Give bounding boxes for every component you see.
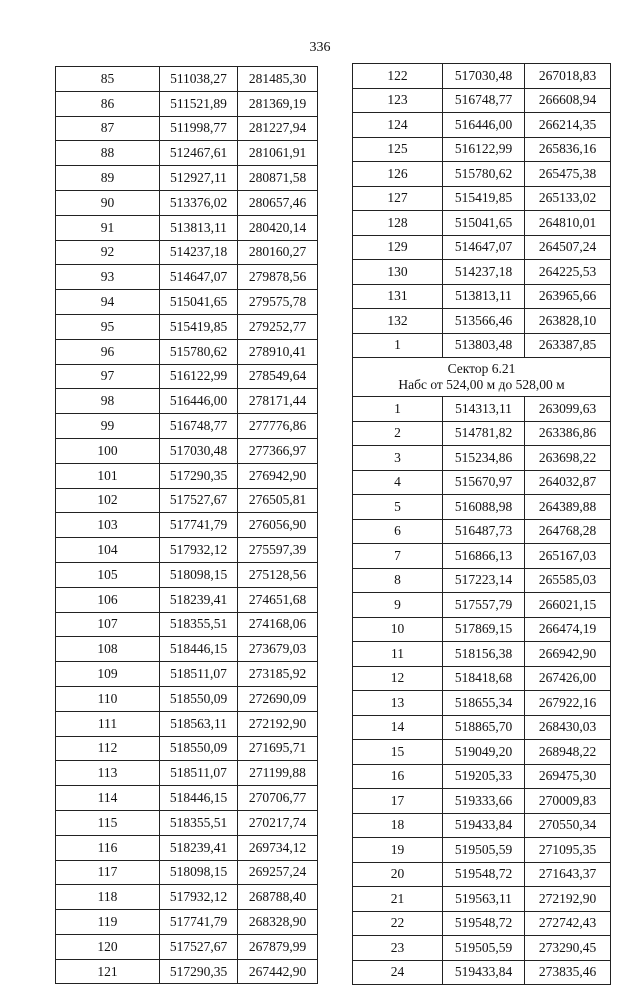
point-number-cell: 115: [56, 810, 160, 835]
x-coordinate-cell: 516122,99: [443, 137, 525, 162]
table-row: [56, 562, 318, 587]
table-row: [56, 786, 318, 811]
table-row: [56, 364, 318, 389]
table-row: [56, 934, 318, 959]
y-coordinate-cell: 281369,19: [238, 91, 318, 116]
table-row: [353, 470, 611, 495]
y-coordinate-cell: 280160,27: [238, 240, 318, 265]
coordinates-table-right: [352, 63, 611, 985]
x-coordinate-cell: 517290,35: [160, 463, 238, 488]
y-coordinate-cell: 271695,71: [238, 736, 318, 761]
point-number-cell: 5: [353, 495, 443, 520]
point-number-cell: 129: [353, 235, 443, 260]
point-number-cell: 89: [56, 166, 160, 191]
y-coordinate-cell: 280657,46: [238, 190, 318, 215]
point-number-cell: 6: [353, 519, 443, 544]
y-coordinate-cell: 273679,03: [238, 637, 318, 662]
table-row: [353, 211, 611, 236]
point-number-cell: 127: [353, 186, 443, 211]
point-number-cell: 12: [353, 666, 443, 691]
table-row: [353, 887, 611, 912]
table-row: [353, 740, 611, 765]
point-number-cell: 109: [56, 662, 160, 687]
y-coordinate-cell: 268328,90: [238, 910, 318, 935]
x-coordinate-cell: 516866,13: [443, 544, 525, 569]
y-coordinate-cell: 281061,91: [238, 141, 318, 166]
table-row: [56, 339, 318, 364]
x-coordinate-cell: 511998,77: [160, 116, 238, 141]
table-row: [353, 642, 611, 667]
y-coordinate-cell: 267922,16: [525, 691, 611, 716]
point-number-cell: 13: [353, 691, 443, 716]
x-coordinate-cell: 516446,00: [160, 389, 238, 414]
y-coordinate-cell: 279252,77: [238, 314, 318, 339]
table-row: [353, 813, 611, 838]
table-row: [353, 666, 611, 691]
y-coordinate-cell: 269475,30: [525, 764, 611, 789]
x-coordinate-cell: 518239,41: [160, 835, 238, 860]
table-row: [353, 911, 611, 936]
y-coordinate-cell: 278910,41: [238, 339, 318, 364]
table-row: [353, 544, 611, 569]
point-number-cell: 120: [56, 934, 160, 959]
point-number-cell: 123: [353, 88, 443, 113]
y-coordinate-cell: 269257,24: [238, 860, 318, 885]
y-coordinate-cell: 263387,85: [525, 333, 611, 358]
table-row: [353, 789, 611, 814]
point-number-cell: 102: [56, 488, 160, 513]
y-coordinate-cell: 265585,03: [525, 568, 611, 593]
y-coordinate-cell: 281227,94: [238, 116, 318, 141]
point-number-cell: 108: [56, 637, 160, 662]
point-number-cell: 88: [56, 141, 160, 166]
point-number-cell: 130: [353, 260, 443, 285]
point-number-cell: 117: [56, 860, 160, 885]
y-coordinate-cell: 268788,40: [238, 885, 318, 910]
point-number-cell: 4: [353, 470, 443, 495]
y-coordinate-cell: 264032,87: [525, 470, 611, 495]
x-coordinate-cell: 518865,70: [443, 715, 525, 740]
x-coordinate-cell: 518511,07: [160, 662, 238, 687]
y-coordinate-cell: 267879,99: [238, 934, 318, 959]
table-row: [56, 835, 318, 860]
point-number-cell: 15: [353, 740, 443, 765]
table-row: [56, 314, 318, 339]
x-coordinate-cell: 518098,15: [160, 860, 238, 885]
table-row: [353, 88, 611, 113]
y-coordinate-cell: 271199,88: [238, 761, 318, 786]
x-coordinate-cell: 518511,07: [160, 761, 238, 786]
y-coordinate-cell: 263698,22: [525, 446, 611, 471]
point-number-cell: 100: [56, 438, 160, 463]
table-row: [56, 612, 318, 637]
x-coordinate-cell: 516088,98: [443, 495, 525, 520]
y-coordinate-cell: 265133,02: [525, 186, 611, 211]
x-coordinate-cell: 519049,20: [443, 740, 525, 765]
x-coordinate-cell: 519563,11: [443, 887, 525, 912]
point-number-cell: 20: [353, 862, 443, 887]
y-coordinate-cell: 268948,22: [525, 740, 611, 765]
point-number-cell: 121: [56, 959, 160, 984]
table-row: [353, 64, 611, 89]
point-number-cell: 1: [353, 397, 443, 422]
y-coordinate-cell: 267018,83: [525, 64, 611, 89]
x-coordinate-cell: 517741,79: [160, 910, 238, 935]
table-row: [353, 284, 611, 309]
y-coordinate-cell: 279878,56: [238, 265, 318, 290]
sector-title: Сектор 6.21: [447, 361, 516, 376]
x-coordinate-cell: 516748,77: [160, 414, 238, 439]
x-coordinate-cell: 519333,66: [443, 789, 525, 814]
x-coordinate-cell: 511521,89: [160, 91, 238, 116]
x-coordinate-cell: 518550,09: [160, 736, 238, 761]
x-coordinate-cell: 518239,41: [160, 587, 238, 612]
point-number-cell: 16: [353, 764, 443, 789]
x-coordinate-cell: 511038,27: [160, 67, 238, 92]
x-coordinate-cell: 515780,62: [160, 339, 238, 364]
x-coordinate-cell: 519205,33: [443, 764, 525, 789]
point-number-cell: 119: [56, 910, 160, 935]
table-row: [56, 736, 318, 761]
table-row: [56, 240, 318, 265]
table-row: [56, 860, 318, 885]
y-coordinate-cell: 266942,90: [525, 642, 611, 667]
y-coordinate-cell: 266608,94: [525, 88, 611, 113]
y-coordinate-cell: 280871,58: [238, 166, 318, 191]
y-coordinate-cell: 268430,03: [525, 715, 611, 740]
point-number-cell: 106: [56, 587, 160, 612]
page-number: 336: [309, 40, 331, 55]
table-row: [353, 333, 611, 358]
x-coordinate-cell: 516748,77: [443, 88, 525, 113]
point-number-cell: 111: [56, 711, 160, 736]
x-coordinate-cell: 517030,48: [443, 64, 525, 89]
table-row: [353, 862, 611, 887]
x-coordinate-cell: 516487,73: [443, 519, 525, 544]
table-row: [353, 235, 611, 260]
x-coordinate-cell: 517030,48: [160, 438, 238, 463]
point-number-cell: 9: [353, 593, 443, 618]
x-coordinate-cell: 514237,18: [443, 260, 525, 285]
x-coordinate-cell: 515419,85: [443, 186, 525, 211]
table-row: [353, 162, 611, 187]
point-number-cell: 125: [353, 137, 443, 162]
x-coordinate-cell: 515670,97: [443, 470, 525, 495]
point-number-cell: 118: [56, 885, 160, 910]
table-row: [56, 91, 318, 116]
y-coordinate-cell: 266214,35: [525, 113, 611, 138]
y-coordinate-cell: 272192,90: [525, 887, 611, 912]
x-coordinate-cell: 515041,65: [443, 211, 525, 236]
y-coordinate-cell: 276056,90: [238, 513, 318, 538]
point-number-cell: 128: [353, 211, 443, 236]
table-row: [353, 568, 611, 593]
x-coordinate-cell: 518563,11: [160, 711, 238, 736]
coordinates-table-left: [55, 66, 318, 984]
point-number-cell: 1: [353, 333, 443, 358]
point-number-cell: 116: [56, 835, 160, 860]
x-coordinate-cell: 517741,79: [160, 513, 238, 538]
y-coordinate-cell: 271095,35: [525, 838, 611, 863]
point-number-cell: 114: [56, 786, 160, 811]
x-coordinate-cell: 516446,00: [443, 113, 525, 138]
table-row: [353, 421, 611, 446]
table-row: [56, 190, 318, 215]
x-coordinate-cell: 515234,86: [443, 446, 525, 471]
x-coordinate-cell: 518355,51: [160, 810, 238, 835]
y-coordinate-cell: 270706,77: [238, 786, 318, 811]
point-number-cell: 110: [56, 686, 160, 711]
x-coordinate-cell: 517869,15: [443, 617, 525, 642]
y-coordinate-cell: 263828,10: [525, 309, 611, 334]
y-coordinate-cell: 277366,97: [238, 438, 318, 463]
table-row: [56, 166, 318, 191]
y-coordinate-cell: 265475,38: [525, 162, 611, 187]
table-row: [56, 810, 318, 835]
x-coordinate-cell: 513813,11: [443, 284, 525, 309]
y-coordinate-cell: 277776,86: [238, 414, 318, 439]
y-coordinate-cell: 269734,12: [238, 835, 318, 860]
x-coordinate-cell: 518418,68: [443, 666, 525, 691]
point-number-cell: 90: [56, 190, 160, 215]
table-row: [56, 488, 318, 513]
y-coordinate-cell: 270550,34: [525, 813, 611, 838]
y-coordinate-cell: 281485,30: [238, 67, 318, 92]
y-coordinate-cell: 264768,28: [525, 519, 611, 544]
point-number-cell: 96: [56, 339, 160, 364]
x-coordinate-cell: 515780,62: [443, 162, 525, 187]
table-row: [353, 691, 611, 716]
x-coordinate-cell: 518098,15: [160, 562, 238, 587]
point-number-cell: 24: [353, 960, 443, 985]
y-coordinate-cell: 272742,43: [525, 911, 611, 936]
table-row: [56, 538, 318, 563]
x-coordinate-cell: 516122,99: [160, 364, 238, 389]
point-number-cell: 85: [56, 67, 160, 92]
x-coordinate-cell: 514781,82: [443, 421, 525, 446]
table-row: [56, 761, 318, 786]
x-coordinate-cell: 518156,38: [443, 642, 525, 667]
point-number-cell: 94: [56, 290, 160, 315]
table-row: [56, 711, 318, 736]
point-number-cell: 86: [56, 91, 160, 116]
x-coordinate-cell: 514647,07: [443, 235, 525, 260]
y-coordinate-cell: 279575,78: [238, 290, 318, 315]
x-coordinate-cell: 513803,48: [443, 333, 525, 358]
table-row: [353, 960, 611, 985]
table-row: [56, 389, 318, 414]
point-number-cell: 113: [56, 761, 160, 786]
y-coordinate-cell: 271643,37: [525, 862, 611, 887]
sector-header-cell: [353, 358, 611, 397]
point-number-cell: 126: [353, 162, 443, 187]
table-row: [353, 186, 611, 211]
x-coordinate-cell: 518446,15: [160, 786, 238, 811]
point-number-cell: 18: [353, 813, 443, 838]
table-row: [56, 116, 318, 141]
point-number-cell: 105: [56, 562, 160, 587]
x-coordinate-cell: 515041,65: [160, 290, 238, 315]
point-number-cell: 22: [353, 911, 443, 936]
table-row: [56, 513, 318, 538]
y-coordinate-cell: 270217,74: [238, 810, 318, 835]
y-coordinate-cell: 264507,24: [525, 235, 611, 260]
point-number-cell: 99: [56, 414, 160, 439]
y-coordinate-cell: 265836,16: [525, 137, 611, 162]
table-row: [56, 637, 318, 662]
x-coordinate-cell: 517932,12: [160, 885, 238, 910]
x-coordinate-cell: 512467,61: [160, 141, 238, 166]
x-coordinate-cell: 517223,14: [443, 568, 525, 593]
y-coordinate-cell: 264225,53: [525, 260, 611, 285]
table-row: [353, 137, 611, 162]
point-number-cell: 93: [56, 265, 160, 290]
y-coordinate-cell: 275128,56: [238, 562, 318, 587]
y-coordinate-cell: 263965,66: [525, 284, 611, 309]
x-coordinate-cell: 517290,35: [160, 959, 238, 984]
y-coordinate-cell: 266474,19: [525, 617, 611, 642]
x-coordinate-cell: 519505,59: [443, 838, 525, 863]
table-row: [353, 519, 611, 544]
x-coordinate-cell: 513566,46: [443, 309, 525, 334]
table-row: [56, 141, 318, 166]
table-row: [353, 617, 611, 642]
x-coordinate-cell: 518655,34: [443, 691, 525, 716]
point-number-cell: 95: [56, 314, 160, 339]
point-number-cell: 112: [56, 736, 160, 761]
y-coordinate-cell: 273290,45: [525, 936, 611, 961]
y-coordinate-cell: 273835,46: [525, 960, 611, 985]
x-coordinate-cell: 519433,84: [443, 813, 525, 838]
y-coordinate-cell: 280420,14: [238, 215, 318, 240]
y-coordinate-cell: 275597,39: [238, 538, 318, 563]
table-row: [56, 67, 318, 92]
point-number-cell: 8: [353, 568, 443, 593]
point-number-cell: 3: [353, 446, 443, 471]
point-number-cell: 19: [353, 838, 443, 863]
table-row: [56, 587, 318, 612]
x-coordinate-cell: 519548,72: [443, 911, 525, 936]
x-coordinate-cell: 515419,85: [160, 314, 238, 339]
point-number-cell: 124: [353, 113, 443, 138]
y-coordinate-cell: 278549,64: [238, 364, 318, 389]
table-row: [353, 113, 611, 138]
table-row: [353, 936, 611, 961]
sector-subtitle: Набс от 524,00 м до 528,00 м: [398, 377, 565, 392]
table-row: [56, 463, 318, 488]
x-coordinate-cell: 513376,02: [160, 190, 238, 215]
table-row: [56, 959, 318, 984]
x-coordinate-cell: 518355,51: [160, 612, 238, 637]
y-coordinate-cell: 266021,15: [525, 593, 611, 618]
x-coordinate-cell: 512927,11: [160, 166, 238, 191]
y-coordinate-cell: 273185,92: [238, 662, 318, 687]
table-row: [353, 260, 611, 285]
point-number-cell: 10: [353, 617, 443, 642]
point-number-cell: 104: [56, 538, 160, 563]
table-row: [353, 715, 611, 740]
point-number-cell: 17: [353, 789, 443, 814]
point-number-cell: 131: [353, 284, 443, 309]
point-number-cell: 103: [56, 513, 160, 538]
table-row: [353, 309, 611, 334]
y-coordinate-cell: 274651,68: [238, 587, 318, 612]
y-coordinate-cell: 270009,83: [525, 789, 611, 814]
table-row: [56, 438, 318, 463]
y-coordinate-cell: 274168,06: [238, 612, 318, 637]
table-row: [56, 910, 318, 935]
y-coordinate-cell: 264389,88: [525, 495, 611, 520]
y-coordinate-cell: 267426,00: [525, 666, 611, 691]
y-coordinate-cell: 272690,09: [238, 686, 318, 711]
point-number-cell: 97: [56, 364, 160, 389]
point-number-cell: 2: [353, 421, 443, 446]
table-row: [353, 764, 611, 789]
table-row: [353, 838, 611, 863]
x-coordinate-cell: 518550,09: [160, 686, 238, 711]
x-coordinate-cell: 513813,11: [160, 215, 238, 240]
y-coordinate-cell: 267442,90: [238, 959, 318, 984]
x-coordinate-cell: 514647,07: [160, 265, 238, 290]
x-coordinate-cell: 514237,18: [160, 240, 238, 265]
y-coordinate-cell: 278171,44: [238, 389, 318, 414]
point-number-cell: 132: [353, 309, 443, 334]
table-row: [56, 215, 318, 240]
y-coordinate-cell: 263099,63: [525, 397, 611, 422]
y-coordinate-cell: 263386,86: [525, 421, 611, 446]
table-row: [353, 495, 611, 520]
table-row: [56, 885, 318, 910]
x-coordinate-cell: 519548,72: [443, 862, 525, 887]
point-number-cell: 101: [56, 463, 160, 488]
y-coordinate-cell: 276942,90: [238, 463, 318, 488]
x-coordinate-cell: 517527,67: [160, 488, 238, 513]
x-coordinate-cell: 519505,59: [443, 936, 525, 961]
table-row: [56, 290, 318, 315]
point-number-cell: 91: [56, 215, 160, 240]
y-coordinate-cell: 276505,81: [238, 488, 318, 513]
point-number-cell: 14: [353, 715, 443, 740]
sector-header-row: [353, 358, 611, 397]
table-row: [353, 446, 611, 471]
table-row: [353, 397, 611, 422]
table-row: [56, 265, 318, 290]
point-number-cell: 7: [353, 544, 443, 569]
table-row: [56, 662, 318, 687]
x-coordinate-cell: 519433,84: [443, 960, 525, 985]
table-row: [353, 593, 611, 618]
table-row: [56, 414, 318, 439]
point-number-cell: 21: [353, 887, 443, 912]
point-number-cell: 11: [353, 642, 443, 667]
y-coordinate-cell: 272192,90: [238, 711, 318, 736]
point-number-cell: 107: [56, 612, 160, 637]
point-number-cell: 98: [56, 389, 160, 414]
x-coordinate-cell: 517932,12: [160, 538, 238, 563]
y-coordinate-cell: 265167,03: [525, 544, 611, 569]
point-number-cell: 87: [56, 116, 160, 141]
x-coordinate-cell: 518446,15: [160, 637, 238, 662]
point-number-cell: 122: [353, 64, 443, 89]
x-coordinate-cell: 517527,67: [160, 934, 238, 959]
point-number-cell: 92: [56, 240, 160, 265]
x-coordinate-cell: 514313,11: [443, 397, 525, 422]
y-coordinate-cell: 264810,01: [525, 211, 611, 236]
table-row: [56, 686, 318, 711]
point-number-cell: 23: [353, 936, 443, 961]
x-coordinate-cell: 517557,79: [443, 593, 525, 618]
